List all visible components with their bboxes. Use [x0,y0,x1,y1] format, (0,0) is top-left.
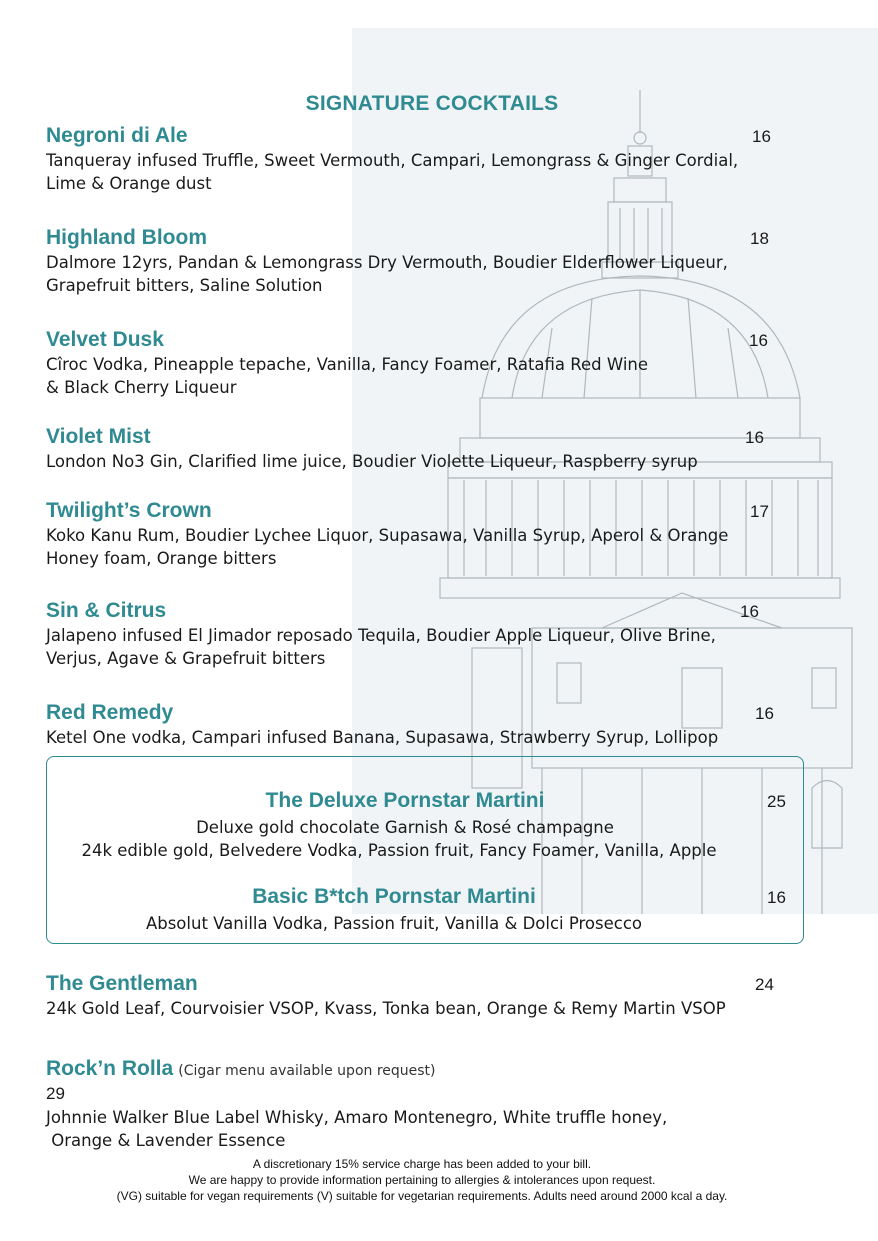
cocktail-price: 16 [752,127,771,146]
cigar-menu-note: (Cigar menu available upon request) [178,1063,436,1079]
cocktail-description: Jalapeno infused El Jimador reposado Tequila, Boudier Apple Liqueur, Olive Brine, [46,626,716,645]
cocktail-price: 16 [745,428,764,447]
cocktail-price: 16 [755,704,774,723]
cocktail-description: Orange & Lavender Essence [46,1131,286,1150]
basic-pornstar-price: 16 [767,888,786,907]
cocktail-item [46,599,716,670]
deluxe-pornstar-price: 25 [767,792,786,811]
cocktail-description: & Black Cherry Liqueur [46,378,237,397]
cocktail-description: Grapefruit bitters, Saline Solution [46,276,323,295]
footer-service-charge: A discretionary 15% service charge has been added to your bill. [252,1157,592,1171]
cocktail-price: 16 [740,602,759,621]
footer-dietary: (VG) suitable for vegan requirements (V) suitable for vegetarian requirements. Adults need around 2000 kcal a day. [116,1189,728,1203]
cocktail-item [46,701,718,749]
cocktail-name: Sin & Citrus [46,599,167,622]
cocktail-price: 18 [750,229,769,248]
cocktail-description: Cîroc Vodka, Pineapple tepache, Vanilla, Fancy Foamer, Ratafia Red Wine [46,355,649,374]
cocktail-name: Red Remedy [46,701,174,724]
basic-pornstar-description: Absolut Vanilla Vodka, Passion fruit, Vanilla & Dolci Prosecco [145,914,643,933]
deluxe-pornstar-name: The Deluxe Pornstar Martini [265,789,545,812]
cocktail-description: Koko Kanu Rum, Boudier Lychee Liquor, Supasawa, Vanilla Syrup, Aperol & Orange [46,526,729,545]
cocktail-item [46,425,698,473]
menu-title: SIGNATURE COCKTAILS [305,92,559,115]
cocktail-price: 29 [46,1084,65,1103]
cocktail-description: Verjus, Agave & Grapefruit bitters [46,649,326,668]
cocktail-description: Honey foam, Orange bitters [46,549,277,568]
cocktail-name: The Gentleman [46,972,198,995]
deluxe-pornstar-description: 24k edible gold, Belvedere Vodka, Passion fruit, Fancy Foamer, Vanilla, Apple [81,841,717,860]
cocktail-name: Twilight’s Crown [46,499,212,522]
cocktail-description: Ketel One vodka, Campari infused Banana, Supasawa, Strawberry Syrup, Lollipop [46,728,719,747]
basic-pornstar-name: Basic B*tch Pornstar Martini [252,885,536,908]
cocktail-item [46,972,726,1020]
cocktail-name: Highland Bloom [46,226,207,249]
cocktail-item [46,1057,667,1152]
cocktail-price: 16 [749,331,768,350]
cocktail-name: Violet Mist [46,425,151,448]
cocktail-description: London No3 Gin, Clarified lime juice, Boudier Violette Liqueur, Raspberry syrup [46,452,698,471]
deluxe-pornstar-description: Deluxe gold chocolate Garnish & Rosé champagne [196,818,614,837]
cocktail-description: Dalmore 12yrs, Pandan & Lemongrass Dry Vermouth, Boudier Elderflower Liqueur, [46,253,728,272]
cocktail-name: Rock’n Rolla [46,1057,174,1080]
cocktail-description: Johnnie Walker Blue Label Whisky, Amaro Montenegro, White truffle honey, [46,1108,668,1127]
cocktail-item [46,499,728,570]
cocktail-description: Lime & Orange dust [46,174,212,193]
cocktail-description: 24k Gold Leaf, Courvoisier VSOP, Kvass, Tonka bean, Orange & Remy Martin VSOP [46,999,726,1018]
footer-allergies: We are happy to provide information pertaining to allergies & intolerances upon request. [188,1173,656,1187]
cocktail-item [46,226,728,297]
cocktail-description: Tanqueray infused Truffle, Sweet Vermouth, Campari, Lemongrass & Ginger Cordial, [46,151,739,170]
cocktail-price: 24 [755,975,774,994]
cocktail-item [46,124,738,195]
cocktail-price: 17 [750,502,769,521]
cocktail-name: Negroni di Ale [46,124,188,147]
cocktail-name: Velvet Dusk [46,328,164,351]
pornstar-martini-box [46,756,804,944]
cocktail-item [46,328,648,399]
